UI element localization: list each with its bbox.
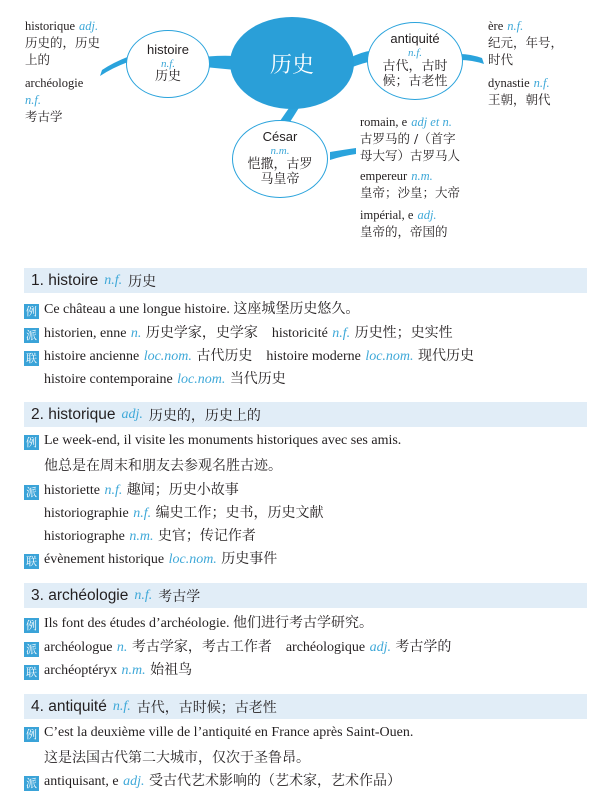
entry-word: historiette (44, 483, 100, 498)
bubble-antiquite (367, 22, 463, 100)
bubble-word: antiquité (390, 31, 440, 47)
section-pos: adj. (121, 406, 143, 422)
entry-pos: loc.nom. (168, 552, 217, 567)
mm-word: impérial, e (360, 208, 414, 222)
entry-meaning: 受古代艺术影响的（艺术家，艺术作品） (148, 773, 401, 789)
derived-row-cont (44, 502, 324, 522)
entry-meaning: 考古学的 (395, 639, 452, 655)
entry-word: histoire moderne (266, 349, 361, 364)
derived-row (24, 322, 453, 343)
entry-word: historiographie (44, 506, 129, 521)
example-translation: 这是法国古代第二大城市，仅次于圣鲁昂。 (44, 750, 310, 766)
section-meaning: 考古学 (158, 588, 201, 605)
entry-pos: n.f. (332, 326, 351, 341)
derived-row (24, 770, 401, 791)
bubble-histoire (126, 30, 210, 98)
entry-word: archéologue (44, 640, 113, 655)
related-tag: 联 (26, 352, 37, 365)
mm-pos: n.m. (411, 169, 433, 183)
entry-meaning: 史官；传记作者 (157, 528, 256, 544)
related-row-cont (44, 368, 286, 388)
example-tag: 例 (26, 728, 37, 741)
derived-tag: 派 (26, 777, 37, 790)
example-text: Ils font des études d’archéologie. 他们进行考古学研究。 (44, 616, 373, 631)
derived-tag: 派 (26, 643, 37, 656)
entry-word: archéologique (285, 640, 366, 655)
mm-imperial (360, 207, 448, 241)
entry-meaning: 历史性；史实性 (354, 325, 453, 341)
mm-meaning: 皇帝的，帝国的 (360, 223, 448, 239)
entry-meaning: 历史事件 (221, 551, 278, 567)
bubble-meaning: 古代，古时 (382, 58, 448, 74)
related-tag: 联 (26, 666, 37, 679)
bubble-pos: n.f. (407, 47, 423, 60)
section-pos: n.f. (112, 698, 131, 714)
bubble-word: histoire (147, 41, 189, 57)
mm-historique (25, 18, 100, 69)
example-row (24, 298, 359, 319)
mm-pos: adj. (78, 19, 99, 33)
entry-word: évènement historique (44, 552, 165, 567)
section-pos: n.f. (104, 272, 123, 288)
entry-word: historiographe (44, 529, 125, 544)
example-tag: 例 (26, 619, 37, 632)
example-row (24, 612, 373, 633)
mindmap-center: 历史 (230, 17, 354, 109)
derived-row-cont (44, 525, 256, 545)
derived-row (24, 479, 239, 500)
related-row (24, 659, 192, 680)
bubble-meaning: 恺撒，古罗 (247, 156, 313, 172)
entry-pos: adj. (369, 640, 391, 655)
entry-pos: n.m. (129, 529, 154, 544)
mm-meaning: 时代 (488, 51, 514, 67)
bubble-word: César (262, 129, 298, 145)
bubble-cesar (232, 120, 328, 198)
mm-meaning: 王朝，朝代 (488, 91, 551, 107)
entry-pos: loc.nom. (365, 349, 414, 364)
entry-meaning: 古代历史 (196, 348, 253, 364)
related-tag: 联 (26, 555, 37, 568)
section-title: 3. archéologie (31, 586, 129, 604)
mm-word: historique (25, 19, 75, 33)
mm-meaning: 古罗马的 /（首字 (360, 130, 456, 146)
mm-romain (360, 114, 460, 165)
section-header-antiquite (24, 694, 587, 719)
mm-word: romain, e (360, 115, 408, 129)
section-title: 4. antiquité (31, 697, 107, 715)
mm-empereur (360, 168, 460, 202)
mm-pos: n.f. (25, 92, 41, 107)
entry-word: antiquisant, e (44, 774, 119, 789)
entry-pos: n.f. (104, 483, 123, 498)
mm-pos: n.f. (533, 76, 550, 90)
entry-pos: n.m. (121, 663, 146, 678)
derived-row (24, 636, 451, 657)
example-row (24, 724, 413, 742)
entry-word: archéoptéryx (44, 663, 118, 678)
related-row (24, 345, 474, 366)
bubble-pos: n.m. (270, 145, 290, 158)
section-title: 2. historique (31, 405, 116, 423)
example-text: C’est la deuxième ville de l’antiquité en France après Saint-Ouen. (44, 725, 414, 740)
entry-meaning: 历史学家，史学家 (145, 325, 258, 341)
mm-pos: n.f. (507, 19, 524, 33)
entry-word: histoire ancienne (44, 349, 140, 364)
section-header-archeologie (24, 583, 587, 608)
bubble-pos: n.f. (160, 57, 176, 70)
derived-tag: 派 (26, 486, 37, 499)
mm-meaning: 纪元，年号， (488, 34, 564, 50)
mm-archeologie (25, 75, 83, 126)
example-tag: 例 (26, 305, 37, 318)
entry-meaning: 当代历史 (229, 371, 286, 387)
entry-meaning: 考古学家，考古工作者 (131, 639, 272, 655)
section-meaning: 历史 (128, 273, 157, 290)
section-header-histoire (24, 268, 587, 293)
mm-pos: adj. (417, 208, 437, 222)
bubble-meaning: 历史 (154, 69, 181, 85)
entry-word: historien, enne (44, 326, 127, 341)
bubble-meaning: 马皇帝 (260, 171, 300, 187)
example-text: Ce château a une longue histoire. 这座城堡历史悠久。 (44, 302, 360, 317)
example-row (24, 432, 401, 450)
entry-pos: n. (130, 326, 142, 341)
bubble-meaning: 候；古老性 (382, 73, 448, 89)
derived-tag: 派 (26, 329, 37, 342)
example-text: Le week-end, il visite les monuments historiques avec ses amis. (44, 433, 402, 448)
section-title: 1. histoire (31, 271, 99, 289)
mm-meaning: 母大写）古罗马人 (360, 147, 461, 163)
entry-word: historicité (271, 326, 328, 341)
example-tag: 例 (26, 436, 37, 449)
entry-pos: n.f. (133, 506, 152, 521)
section-meaning: 古代，古时候；古老性 (136, 699, 277, 716)
mm-meaning: 考古学 (25, 108, 63, 124)
entry-pos: n. (116, 640, 128, 655)
mm-word: dynastie (488, 76, 530, 90)
mm-word: archéologie (25, 76, 84, 90)
mm-pos: adj et n. (411, 115, 452, 129)
mm-dynastie (488, 75, 551, 109)
mm-word: empereur (360, 169, 408, 183)
mm-word: ère (488, 19, 504, 33)
entry-pos: loc.nom. (143, 349, 192, 364)
entry-word: histoire contemporaine (44, 372, 173, 387)
entry-pos: adj. (123, 774, 145, 789)
example-translation: 他总是在周末和朋友去参观名胜古迹。 (44, 458, 282, 474)
entry-meaning: 始祖鸟 (150, 662, 193, 678)
mm-ere (488, 18, 563, 69)
section-meaning: 历史的，历史上的 (148, 407, 261, 424)
mm-meaning: 皇帝；沙皇；大帝 (360, 184, 461, 200)
section-pos: n.f. (134, 587, 153, 603)
related-row (24, 548, 277, 569)
entry-meaning: 现代历史 (417, 348, 474, 364)
mm-meaning: 历史的，历史 (25, 34, 101, 50)
entry-meaning: 趣闻；历史小故事 (126, 482, 239, 498)
mm-meaning: 上的 (25, 51, 51, 67)
entry-pos: loc.nom. (177, 372, 226, 387)
entry-meaning: 编史工作；史书，历史文献 (155, 505, 324, 521)
section-header-historique (24, 402, 587, 427)
